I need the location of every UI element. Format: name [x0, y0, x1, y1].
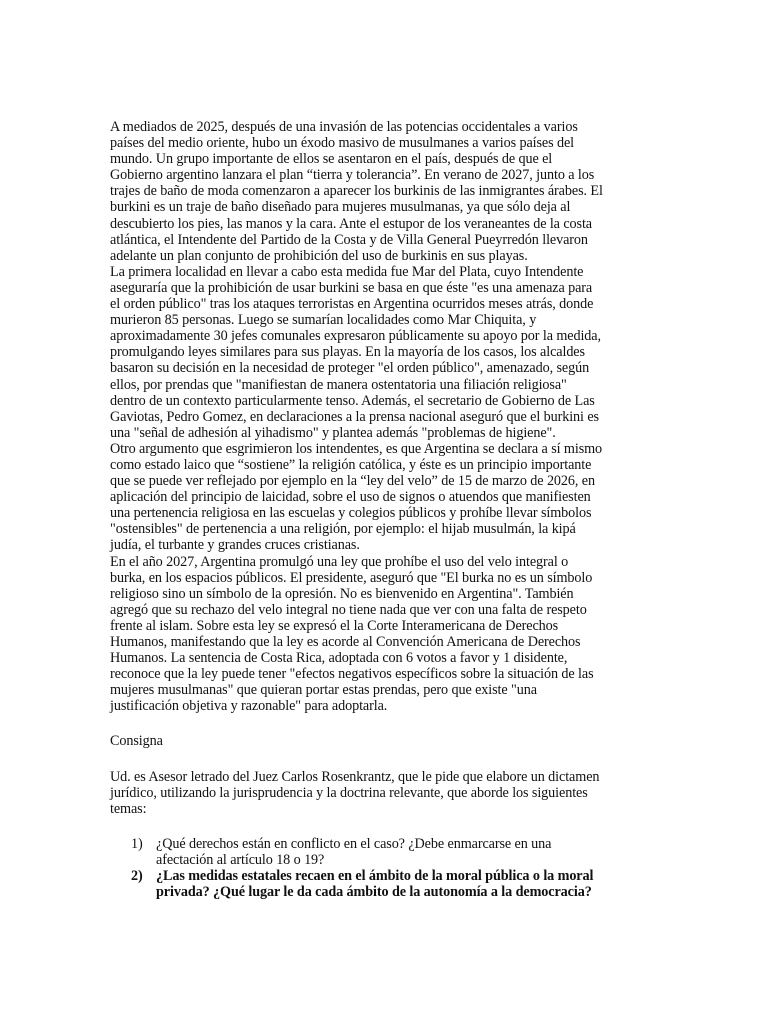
paragraph-intro: A mediados de 2025, después de una invasión de las potencias occidentales a varios países del medio oriente, hubo un éxodo masivo de musulmanes a varios países del mundo. Un grupo importante de ellos se asentaron en el país, después de que el Gobierno argentino lanzara el plan “tierra y tolerancia”. En verano de 2027, junto a los trajes de baño de moda comenzaron a aparecer los burkinis de las inmigrantes árabes. El burkini es un traje de baño diseñado para mujeres musulmanas, ya que sólo deja al descubierto los pies, las manos y la cara. Ante el estupor de los veraneantes de la costa atlántica, el Intendente del Partido de la Costa y de Villa General Pueyrredón llevaron adelante un plan conjunto de prohibición del uso de burkinis en sus playas. — [110, 119, 603, 264]
paragraph-ley-burka: En el año 2027, Argentina promulgó una ley que prohíbe el uso del velo integral o burka, en los espacios públicos. El presidente, aseguró que "El burka no es un símbolo religioso sino un símbolo de la opresión. No es bienvenido en Argentina". También agregó que su rechazo del velo integral no tiene nada que ver con una falta de respeto frente al islam. Sobre esta ley se expresó el la Corte Interamericana de Derechos Humanos, manifestando que la ley es acorde al Convención Americana de Derechos Humanos. La sentencia de Costa Rica, adoptada con 6 votos a favor y 1 disidente, reconoce que la ley puede tener "efectos negativos específicos sobre la situación de las mujeres musulmanas" que quieran portar estas prendas, pero que existe "una justificación objetiva y razonable" para adoptarla. — [110, 553, 594, 715]
section-heading-consigna: Consigna — [110, 733, 163, 750]
question-text: ¿Qué derechos están en conflicto en el caso? ¿Debe enmarcarse en una afectación al artículo 18 o 19? — [156, 835, 552, 868]
paragraph-mar-del-plata: La primera localidad en llevar a cabo esta medida fue Mar del Plata, cuyo Intendente aseguraría que la prohibición de usar burkini se basa en que éste "es una amenaza para el orden público" tras los ataques terroristas en Argentina ocurridos meses atrás, donde murieron 85 personas. Luego se sumarían localidades como Mar Chiquita, y aproximadamente 30 jefes comunales expresaron públicamente su apoyo por la medida, promulgando leyes similares para sus playas. En la mayoría de los casos, los alcaldes basaron su decisión en la necesidad de proteger "el orden público", amenazado, según ellos, por prendas que "manifiestan de manera ostentatoria una filiación religiosa" dentro de un contexto particularmente tenso. Además, el secretario de Gobierno de Las Gaviotas, Pedro Gomez, en declaraciones a la prensa nacional aseguró que el burkini es una "señal de adhesión al yihadismo" y plantea además "problemas de higiene". — [110, 263, 601, 441]
assignment-prompt: Ud. es Asesor letrado del Juez Carlos Rosenkrantz, que le pide que elabore un dictamen jurídico, utilizando la jurisprudencia y la doctrina relevante, que aborde los siguientes temas: — [110, 768, 600, 817]
paragraph-laicidad: Otro argumento que esgrimieron los intendentes, es que Argentina se declara a sí mismo como estado laico que “sostiene” la religión católica, y éste es un principio importante que se puede ver reflejado por ejemplo en la “ley del velo” de 15 de marzo de 2026, en aplicación del principio de laicidad, sobre el uso de signos o atuendos que manifiesten una pertenencia religiosa en las escuelas y colegios públicos y prohíbe llevar símbolos "ostensibles" de pertenencia a una religión, por ejemplo: el hijab musulmán, la kipá judía, el turbante y grandes cruces cristianas. — [110, 440, 603, 554]
question-list — [110, 836, 658, 900]
document-page — [110, 119, 658, 900]
question-number: 2) — [131, 868, 143, 885]
question-item — [110, 868, 658, 900]
question-text: ¿Las medidas estatales recaen en el ámbito de la moral pública o la moral privada? ¿Qué lugar le da cada ámbito de la autonomía a la democracia? — [156, 868, 594, 901]
question-item — [110, 836, 658, 868]
question-number: 1) — [131, 835, 143, 852]
